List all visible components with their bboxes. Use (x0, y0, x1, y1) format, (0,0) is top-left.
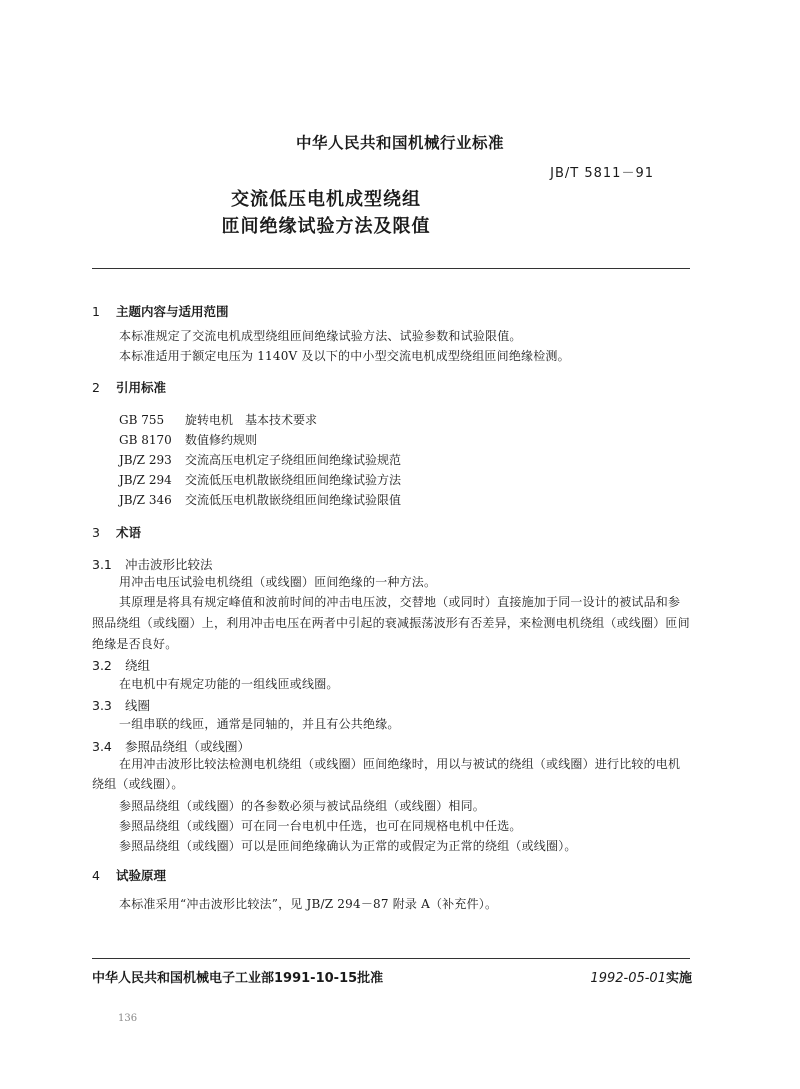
term-number: 3.4 (92, 739, 112, 754)
reference-code: JB/Z 346 (119, 493, 172, 507)
term-title: 冲击波形比较法 (125, 557, 213, 572)
section-number: 3 (92, 525, 100, 540)
section-title: 主题内容与适用范围 (116, 304, 229, 319)
section-title: 试验原理 (116, 868, 167, 883)
footer-divider (92, 958, 690, 959)
header-divider (92, 268, 690, 269)
term-3-4-para-3: 参照品绕组（或线圈）可在同一台电机中任选，也可在同规格电机中任选。 (119, 819, 522, 833)
reference-item (119, 471, 401, 488)
section-title: 引用标准 (116, 380, 167, 395)
term-3-4-heading (92, 737, 250, 755)
reference-code: GB 8170 (119, 433, 172, 447)
reference-title: 交流低压电机散嵌绕组匝间绝缘试验方法 (185, 473, 402, 487)
page-number: 136 (118, 1013, 138, 1024)
section-4-heading (92, 866, 166, 884)
term-3-1-heading (92, 555, 213, 573)
term-3-4-para-1: 在用冲击波形比较法检测电机绕组（或线圈）匝间绝缘时，用以与被试的绕组（或线圈）进行比较的电机绕组（或线圈）。 (92, 757, 681, 791)
reference-item (119, 431, 257, 448)
effective-line (590, 967, 692, 986)
term-3-2-heading (92, 656, 150, 674)
effective-label: 实施 (665, 971, 692, 986)
term-title: 线圈 (125, 698, 151, 713)
reference-title: 交流高压电机定子绕组匝间绝缘试验规范 (185, 453, 402, 467)
term-3-3-para-1: 一组串联的线匝，通常是同轴的，并且有公共绝缘。 (119, 717, 400, 731)
standard-number: JB/T 5811－91 (550, 166, 654, 181)
issuing-organization: 中华人民共和国机械行业标准 (295, 134, 504, 152)
title-line-1: 交流低压电机成型绕组 (231, 189, 421, 210)
term-number: 3.2 (92, 658, 112, 673)
term-3-1-para-2: 其原理是将具有规定峰值和波前时间的冲击电压波，交替地（或同时）直接施加于同一设计的被试品和参照品绕组（或线圈）上，利用冲击电压在两者中引起的衰减振荡波形有否差异，来检测电机绕组（或线圈）匝间绝缘是否良好。 (92, 595, 690, 651)
reference-code: JB/Z 293 (119, 453, 172, 467)
reference-code: JB/Z 294 (119, 473, 172, 487)
section-4-para-1: 本标准采用“冲击波形比较法”，见 JB/Z 294－87 附录 A（补充件）。 (119, 897, 498, 911)
title-line-2: 匝间绝缘试验方法及限值 (221, 216, 431, 237)
section-1-para-2: 本标准适用于额定电压为 1140V 及以下的中小型交流电机成型绕组匝间绝缘检测。 (119, 349, 570, 363)
term-3-2-para-1: 在电机中有规定功能的一组线匝或线圈。 (119, 677, 339, 691)
term-3-3-heading (92, 696, 150, 714)
term-number: 3.1 (92, 557, 112, 572)
reference-title: 数值修约规则 (185, 433, 258, 447)
section-number: 2 (92, 380, 100, 395)
effective-date: 1992-05-01 (590, 971, 666, 986)
term-title: 绕组 (125, 658, 151, 673)
section-2-heading (92, 378, 166, 396)
term-3-4-para-4: 参照品绕组（或线圈）可以是匝间绝缘确认为正常的或假定为正常的绕组（或线圈）。 (119, 839, 577, 853)
term-title: 参照品绕组（或线圈） (125, 739, 251, 754)
term-number: 3.3 (92, 698, 112, 713)
term-3-4-para-2: 参照品绕组（或线圈）的各参数必须与被试品绕组（或线圈）相同。 (119, 799, 486, 813)
section-3-heading (92, 523, 141, 541)
section-1-para-1: 本标准规定了交流电机成型绕组匝间绝缘试验方法、试验参数和试验限值。 (119, 329, 522, 343)
section-number: 4 (92, 868, 100, 883)
reference-code: GB 755 (119, 413, 165, 427)
section-title: 术语 (116, 525, 142, 540)
reference-title: 交流低压电机散嵌绕组匝间绝缘试验限值 (185, 493, 402, 507)
reference-item (119, 491, 401, 508)
reference-title: 旋转电机 基本技术要求 (185, 413, 318, 427)
section-1-heading (92, 302, 229, 320)
reference-item (119, 411, 317, 428)
term-3-1-para-1: 用冲击电压试验电机绕组（或线圈）匝间绝缘的一种方法。 (119, 575, 437, 589)
reference-item (119, 451, 401, 468)
section-number: 1 (92, 304, 100, 319)
approval-line: 中华人民共和国机械电子工业部1991-10-15批准 (92, 971, 384, 986)
